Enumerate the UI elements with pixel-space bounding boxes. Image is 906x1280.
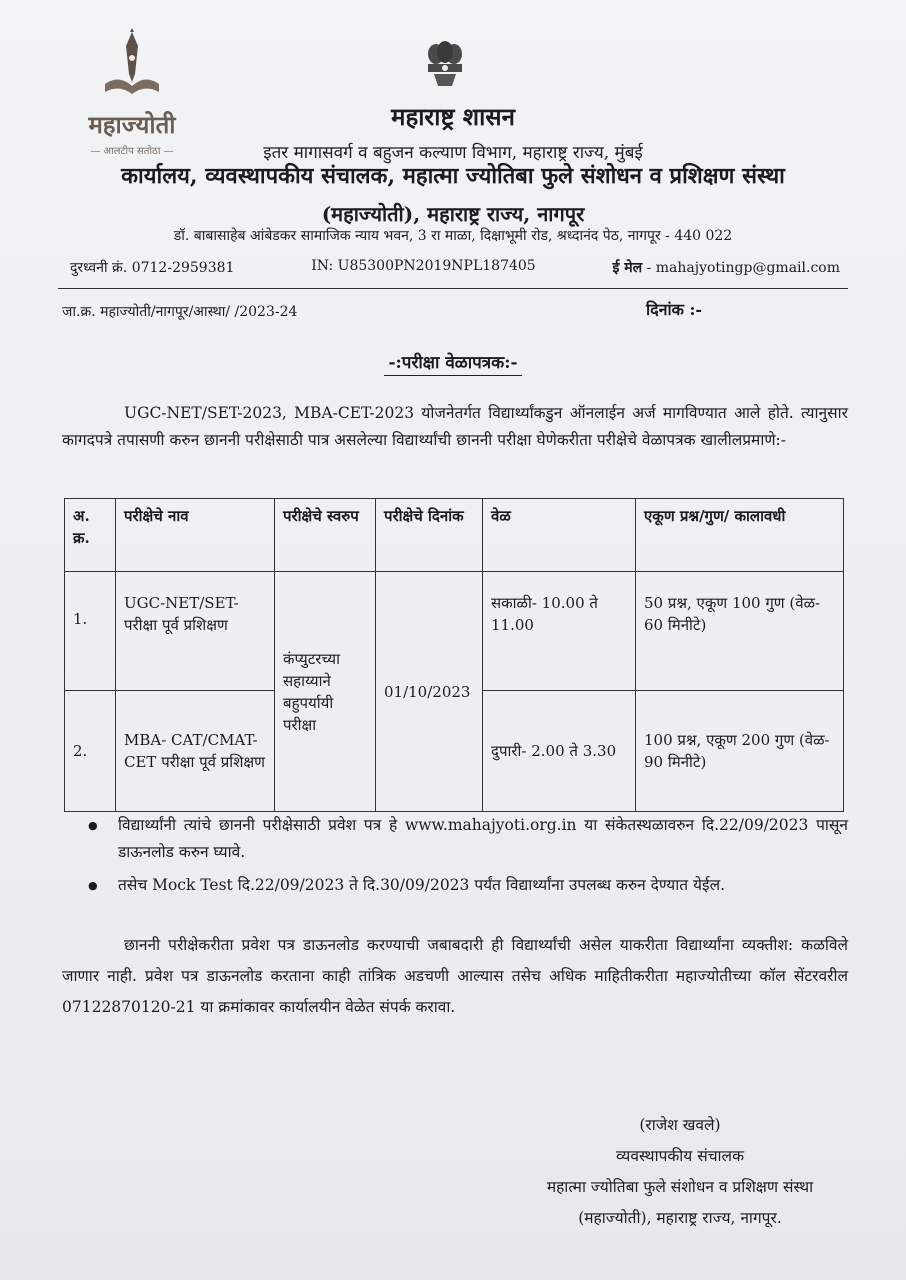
ashoka-emblem-icon bbox=[422, 40, 468, 90]
exam-mode: कंप्युटरच्या सहाय्याने बहुपर्यायी परीक्षा bbox=[275, 572, 376, 812]
signature-block bbox=[500, 1110, 860, 1234]
email-label: ई मेल bbox=[612, 260, 643, 276]
header-department: इतर मागासवर्ग व बहुजन कल्याण विभाग, महाराष्ट्र राज्य, मुंबई bbox=[263, 143, 643, 163]
contact-paragraph: छाननी परीक्षेकरीता प्रवेश पत्र डाऊनलोड करण्याची जबाबदारी ही विद्यार्थ्यांची असेल याकरीता विद्यार्थ्यांना व्यक्तीश: कळविले जाणार नाही. प्रवेश पत्र डाऊनलोड करताना काही तांत्रिक अडचणी आल्यास तसेच अधिक माहितीकरीता महाज्योतीच्या कॉल सेंटरवरील 07122870120-21 या क्रमांकावर कार्यालयीन वेळेत संपर्क करावा. bbox=[62, 936, 848, 1016]
signatory-org: महात्मा ज्योतिबा फुले संशोधन व प्रशिक्षण संस्था bbox=[546, 1178, 814, 1196]
signatory-place: (महाज्योती), महाराष्ट्र राज्य, नागपूर. bbox=[578, 1209, 782, 1227]
table-header-row bbox=[65, 499, 844, 572]
schedule-table bbox=[64, 498, 844, 812]
header-contact bbox=[70, 258, 840, 277]
logo-tagline: — आलटीप सतोठा — bbox=[90, 146, 174, 157]
header-time: वेळ bbox=[483, 499, 636, 572]
notes-list bbox=[88, 812, 848, 905]
header-office: कार्यालय, व्यवस्थापकीय संचालक, महात्मा ज्योतिबा फुले संशोधन व प्रशिक्षण संस्था bbox=[121, 163, 785, 189]
header-sr: अ. क्र. bbox=[65, 499, 116, 572]
header-marks: एकूण प्रश्न/गुण/ कालावधी bbox=[636, 499, 844, 572]
header-exam-date: परीक्षेचे दिनांक bbox=[376, 499, 483, 572]
signatory-designation: व्यवस्थापकीय संचालक bbox=[616, 1147, 744, 1165]
row-sr: 1. bbox=[65, 572, 116, 691]
row-marks: 100 प्रश्न, एकूण 200 गुण (वेळ- 90 मिनीटे) bbox=[636, 691, 844, 812]
row-marks: 50 प्रश्न, एकूण 100 गुण (वेळ- 60 मिनीटे) bbox=[636, 572, 844, 691]
exam-date: 01/10/2023 bbox=[376, 572, 483, 812]
pen-book-icon bbox=[97, 28, 167, 100]
mahajyoti-logo bbox=[72, 28, 192, 157]
logo-name: महाज्योती bbox=[88, 110, 176, 139]
header-exam-name: परीक्षेचे नाव bbox=[116, 499, 275, 572]
list-item: ● विद्यार्थ्यांनी त्यांचे छाननी परीक्षेसाठी प्रवेश पत्र हे www.mahajyoti.org.in या संकेतस्थळावरुन दि.22/09/2023 पासून डाऊनलोड करुन घ्यावे. bbox=[88, 812, 848, 866]
reference-number: जा.क्र. महाज्योती/नागपूर/आस्था/ /2023-24 bbox=[62, 304, 298, 320]
emblem bbox=[422, 40, 468, 94]
document-title: -:परीक्षा वेळापत्रक:- bbox=[0, 350, 906, 373]
signatory-name: (राजेश खवले) bbox=[639, 1116, 721, 1134]
header-divider bbox=[58, 288, 848, 289]
list-item: ● तसेच Mock Test दि.22/09/2023 ते दि.30/09/2023 पर्यंत विद्यार्थ्यांना उपलब्ध करुन देण्यात येईल. bbox=[88, 872, 848, 899]
email-address: - mahajyotingp@gmail.com bbox=[646, 260, 840, 276]
cin-number: IN: U85300PN2019NPL187405 bbox=[311, 258, 536, 274]
phone-number: दुरध्वनी क्रं. 0712-2959381 bbox=[70, 260, 235, 276]
header-exam-mode: परीक्षेचे स्वरुप bbox=[275, 499, 376, 572]
table-row bbox=[65, 572, 844, 691]
header-location: (महाज्योती), महाराष्ट्र राज्य, नागपूर bbox=[321, 202, 585, 226]
header-address: डॉ. बाबासाहेब आंबेडकर सामाजिक न्याय भवन, 3 रा माळा, दिक्षाभूमी रोड, श्रध्दानंद पेठ, नागपूर - 440 022 bbox=[173, 228, 733, 244]
date-label: दिनांक :- bbox=[646, 300, 703, 319]
row-time: दुपारी- 2.00 ते 3.30 bbox=[483, 691, 636, 812]
row-sr: 2. bbox=[65, 691, 116, 812]
row-exam-name: MBA- CAT/CMAT-CET परीक्षा पूर्व प्रशिक्षण bbox=[116, 691, 275, 812]
row-exam-name: UGC-NET/SET- परीक्षा पूर्व प्रशिक्षण bbox=[116, 572, 275, 691]
email-line bbox=[612, 258, 840, 277]
row-time: सकाळी- 10.00 ते 11.00 bbox=[483, 572, 636, 691]
intro-paragraph: UGC-NET/SET-2023, MBA-CET-2023 योजनेतर्गत विद्यार्थ्यांकडुन ऑनलाईन अर्ज मागविण्यात आले होते. त्यानुसार कागदपत्रे तपासणी करुन छाननी परीक्षेसाठी पात्र असलेल्या विद्यार्थ्यांची छाननी परीक्षा घेणेकरीता परीक्षेचे वेळापत्रक खालीलप्रमाणे:- bbox=[62, 404, 848, 449]
header-government: महाराष्ट्र शासन bbox=[391, 102, 515, 131]
